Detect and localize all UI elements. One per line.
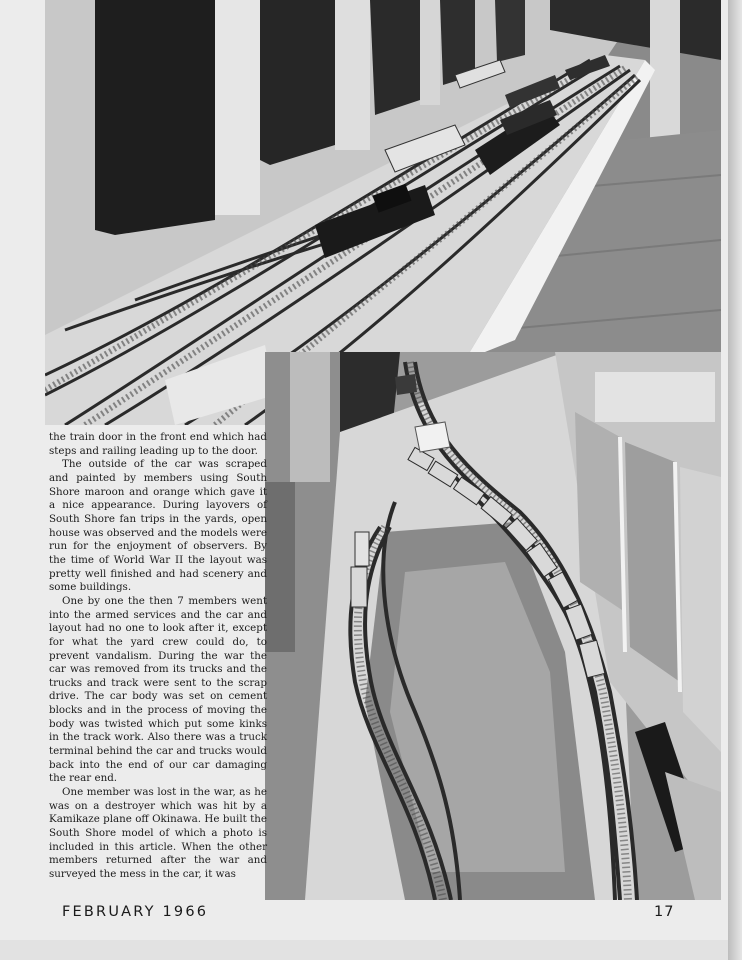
article-paragraph: The outside of the car was scraped and painted by members using South Shore maroon and orange which gave it a nice appearance. During layovers of South Shore fan trips in the yards, open house was observed and the models were run for the enjoyment of observers. By the time of World War II the layout was pretty well finished and had scenery and some buildings.: [49, 458, 267, 594]
page-bottom-edge: [0, 940, 742, 960]
footer-page-number: 17: [654, 904, 675, 920]
article-text-column: [49, 431, 267, 882]
footer-issue-date: FEBRUARY 1966: [62, 904, 209, 920]
page-right-edge-shadow: [728, 0, 742, 960]
bottom-photograph: [265, 352, 721, 900]
model-railroad-layout-photo-icon: [265, 352, 721, 900]
article-paragraph: One member was lost in the war, as he was on a destroyer which was hit by a Kamikaze plane off Okinawa. He built the South Shore model of which a photo is included in this article. When the other members returned after the war and surveyed the mess in the car, it was: [49, 786, 267, 880]
article-paragraph: the train door in the front end which had steps and railing leading up to the door.: [49, 431, 267, 457]
article-paragraph: One by one the then 7 members went into the armed services and the car and layout had no one to look after it, except for what the yard crew could do, to prevent vandalism. During the war the car was removed from its trucks and the trucks and track were sent to the scrap drive. The car body was set on cement blocks and in the process of moving the body was twisted which put some kinks in the track work. Also there was a truck terminal behind the car and trucks would back into the end of our car damaging the rear end.: [49, 594, 267, 785]
